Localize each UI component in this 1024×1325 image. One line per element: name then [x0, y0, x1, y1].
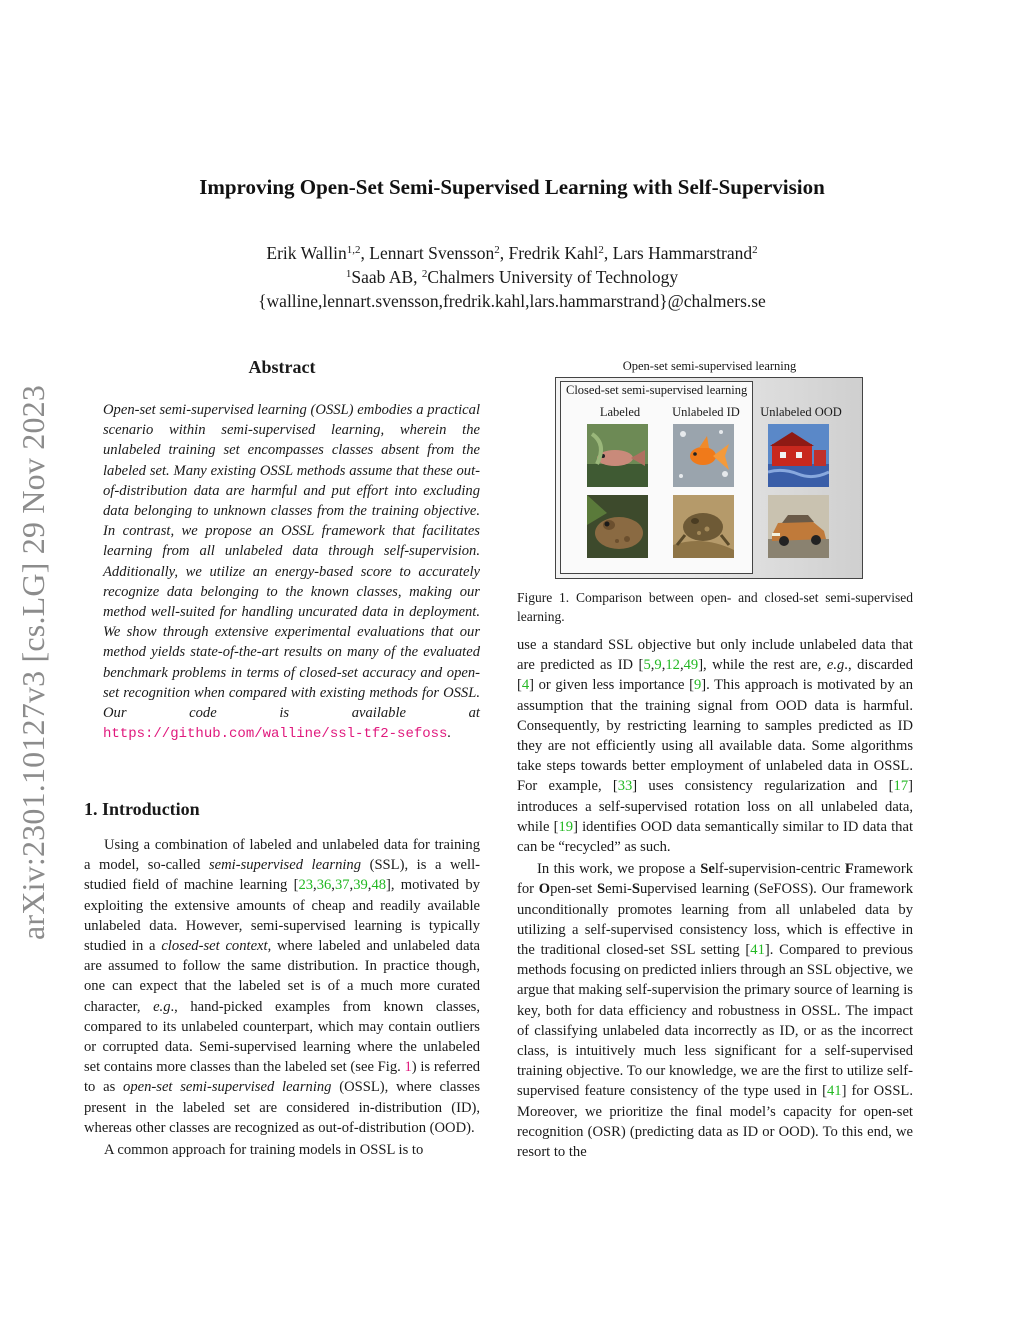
text-run: S — [596, 881, 606, 898]
abstract-text: Open-set semi-supervised learning (OSSL) embodies a practical scenario within semi-supervised learning, wherein the unlabeled training set encompasses classes absent from the labeled set. Many existing OSSL methods assume that these out-of-distribution data are harmful and put effort into excluding data belonging to unknown classes from the training objective. In contrast, we propose an OSSL framework that facilitates learning from all unlabeled data through self-supervision. Additionally, we utilize an energy-based score to accurately recognize data belonging to the known classes, making our method well-suited for handling uncurated data in deployment. We show through extensive experimental evaluations that our method yields state-of-the-art results on many of the evaluated benchmark problems in terms of closed-set accuracy and open-set recognition when compared with existing methods for OSSL. Our code is available at — [103, 402, 480, 722]
author-name: Lennart Svensson — [369, 243, 495, 263]
aff2-sup: 2 — [421, 268, 428, 280]
affiliations — [0, 265, 1024, 289]
text-run: , where labeled and unlabeled data are assumed to follow the same distribution. In practice though, one can expect that the labeled set is of a much more curated character, — [84, 938, 480, 1015]
aff1-sup: 1 — [345, 268, 352, 280]
citation-link[interactable]: 37 — [334, 877, 350, 894]
author-affiliation-sup: 2 — [598, 244, 604, 256]
author-list — [0, 241, 1024, 265]
figure-caption: Figure 1. Comparison between open- and closed-set semi-supervised learning. — [517, 590, 913, 624]
citation-link[interactable]: 49 — [683, 657, 699, 674]
text-run: emi- — [605, 881, 632, 898]
text-run: , — [679, 657, 684, 674]
author-name: Fredrik Kahl — [508, 243, 599, 263]
text-run: , — [331, 877, 335, 894]
text-run: e.g — [826, 657, 845, 674]
citation-link[interactable]: 41 — [750, 942, 765, 959]
intro-paragraph-1 — [84, 835, 480, 1138]
intro-left-column — [84, 835, 480, 1160]
citation-link[interactable]: 48 — [371, 877, 387, 894]
citation-link[interactable]: 39 — [353, 877, 368, 894]
text-run: ., discarded [ — [517, 657, 913, 694]
text-run: pen-set — [550, 881, 597, 898]
text-run: ] for OSSL. Moreover, we prioritize the final model’s capacity for open-set recognition (OSR) (predicting data as ID or OOD). To this end, we resort to the — [517, 1083, 913, 1161]
text-run: ramework for — [517, 861, 913, 898]
text-run: ], while the rest are, — [698, 657, 827, 674]
author-separator: , — [499, 243, 509, 263]
text-run: F — [844, 861, 854, 878]
author-separator: , — [360, 243, 370, 263]
text-run: O — [538, 881, 551, 898]
text-run: , — [367, 877, 372, 894]
figure-col-label-unlabeled-ood: Unlabeled OOD — [760, 405, 842, 419]
figure-ref-link[interactable]: 1 — [404, 1059, 412, 1076]
text-run: semi-supervised learning — [208, 857, 362, 874]
text-run: , — [661, 657, 666, 674]
text-run: ) is referred to as — [84, 1059, 480, 1096]
text-run: ] introduces a self-supervised rotation loss on all unlabeled data, while [ — [517, 778, 914, 835]
text-run: , — [650, 657, 655, 674]
text-run: ], motivated by exploiting the extensive amounts of cheap and readily available unlabeled data. However, semi-supervised learning is typically studied in a — [84, 877, 481, 955]
figure-inner-label: Closed-set semi-supervised learning — [566, 383, 748, 397]
intro-paragraph-2: A common approach for training models in OSSL is to — [104, 1142, 424, 1159]
paper-title: Improving Open-Set Semi-Supervised Learning with Self-Supervision — [199, 175, 825, 199]
text-run: ] identifies OOD data semantically similar to ID data that can be “recycled” as such. — [517, 818, 913, 856]
fish-labeled-image — [587, 424, 648, 487]
affiliation-saab: Saab AB, — [351, 267, 422, 287]
text-run: ]. Compared to previous methods focusing on predicted inliers through an SSL objective, we argue that making self-supervision the primary source of learning is key, both for data efficiency and robustness in OSSL. The impact of classifying unlabeled data incorrectly as ID, or as the incorrect class, is intuitively much less significant for a self-supervised training objective. To our knowledge, we are the first to utilize self-supervised feature consistency of the type used in [ — [517, 942, 913, 1100]
text-run: lf-supervision-centric — [714, 861, 845, 878]
section-heading-introduction: 1. Introduction — [84, 799, 200, 819]
text-run: Using a combination of labeled and unlabeled data for training a model, so-called — [84, 837, 480, 874]
toad-unlabeled-id-image — [673, 495, 734, 558]
text-run: ., hand-picked examples from known classes, compared to its unlabeled counterpart, which may contain outliers or corrupted data. Semi-supervised learning where the unlabeled set contains more classes than the labeled set (see Fig. — [84, 998, 480, 1076]
intro-right-column — [517, 635, 913, 1162]
citation-link[interactable]: 4 — [521, 677, 530, 694]
text-run: (OSSL), where classes present in the labeled set are considered in-distribution (ID), whereas other classes are recognized as out-of-distribution (OOD). — [84, 1079, 480, 1136]
author-separator: , — [603, 243, 613, 263]
citation-link[interactable]: 23 — [298, 877, 314, 894]
text-run: ] or given less importance [ — [529, 677, 694, 694]
abstract-end: . — [447, 725, 452, 742]
text-run: ]. This approach is motivated by an assumption that the training signal from OOD data is harmful. Consequently, by restricting learning to samples predicted as ID they are not efficiently using all available data. Some algorithms take steps towards better employment of unlabeled data in OSSL. For example, [ — [517, 677, 913, 795]
citation-link[interactable]: 41 — [826, 1083, 842, 1100]
text-run: e.g — [153, 998, 171, 1015]
text-run: , — [349, 877, 354, 894]
citation-link[interactable]: 33 — [617, 778, 633, 795]
text-run: In this work, we propose a — [537, 861, 701, 878]
citation-link[interactable]: 12 — [665, 657, 680, 674]
car-unlabeled-ood-image — [768, 495, 829, 558]
citation-link[interactable]: 17 — [893, 778, 909, 795]
author-affiliation-sup: 2 — [494, 244, 500, 256]
intro-paragraph-3 — [517, 635, 913, 857]
figure-col-label-unlabeled-id: Unlabeled ID — [672, 405, 740, 419]
arxiv-identifier: arXiv:2301.10127v3 [cs.LG] 29 Nov 2023 — [15, 384, 51, 940]
text-run: ] uses consistency regularization and [ — [632, 778, 894, 795]
figure-outer-label: Open-set semi-supervised learning — [622, 359, 797, 373]
affiliation-chalmers: Chalmers University of Technology — [427, 267, 679, 287]
author-affiliation-sup: 2 — [752, 244, 758, 256]
code-url-link[interactable]: https://github.com/walline/ssl-tf2-sefoss — [103, 726, 448, 743]
author-name: Erik Wallin — [266, 243, 347, 263]
text-run: upervised learning (SeFOSS). Our framework unconditionally promotes learning from all unlabeled data by utilizing a self-supervised consistency loss, which is effective in the traditional closed-set SSL setting [ — [517, 881, 913, 959]
text-run: open-set semi-supervised learning — [123, 1079, 332, 1096]
citation-link[interactable]: 36 — [316, 877, 332, 894]
author-name: Lars Hammarstrand — [612, 243, 753, 263]
toad-labeled-image — [587, 495, 648, 558]
author-block — [0, 241, 1024, 313]
barn-unlabeled-ood-image — [768, 424, 829, 487]
citation-link[interactable]: 9 — [654, 657, 662, 674]
text-run: Se — [700, 861, 715, 878]
author-emails: {walline,lennart.svensson,fredrik.kahl,lars.hammarstrand}@chalmers.se — [258, 291, 766, 311]
abstract-heading: Abstract — [248, 357, 316, 377]
text-run: , — [313, 877, 317, 894]
text-run: closed-set context — [161, 938, 268, 955]
intro-paragraph-4 — [517, 859, 913, 1162]
abstract-body — [103, 400, 480, 744]
citation-link[interactable]: 5 — [643, 657, 651, 674]
goldfish-unlabeled-id-image — [673, 424, 734, 487]
text-run: (SSL), is a well-studied field of machine learning [ — [84, 857, 480, 894]
text-run: S — [631, 881, 640, 898]
text-run: use a standard SSL objective but only include unlabeled data that are predicted as ID [ — [517, 637, 913, 674]
figure-col-label-labeled: Labeled — [599, 405, 641, 419]
citation-link[interactable]: 19 — [558, 818, 574, 835]
author-affiliation-sup: 1,2 — [346, 244, 361, 256]
citation-link[interactable]: 9 — [693, 677, 702, 694]
